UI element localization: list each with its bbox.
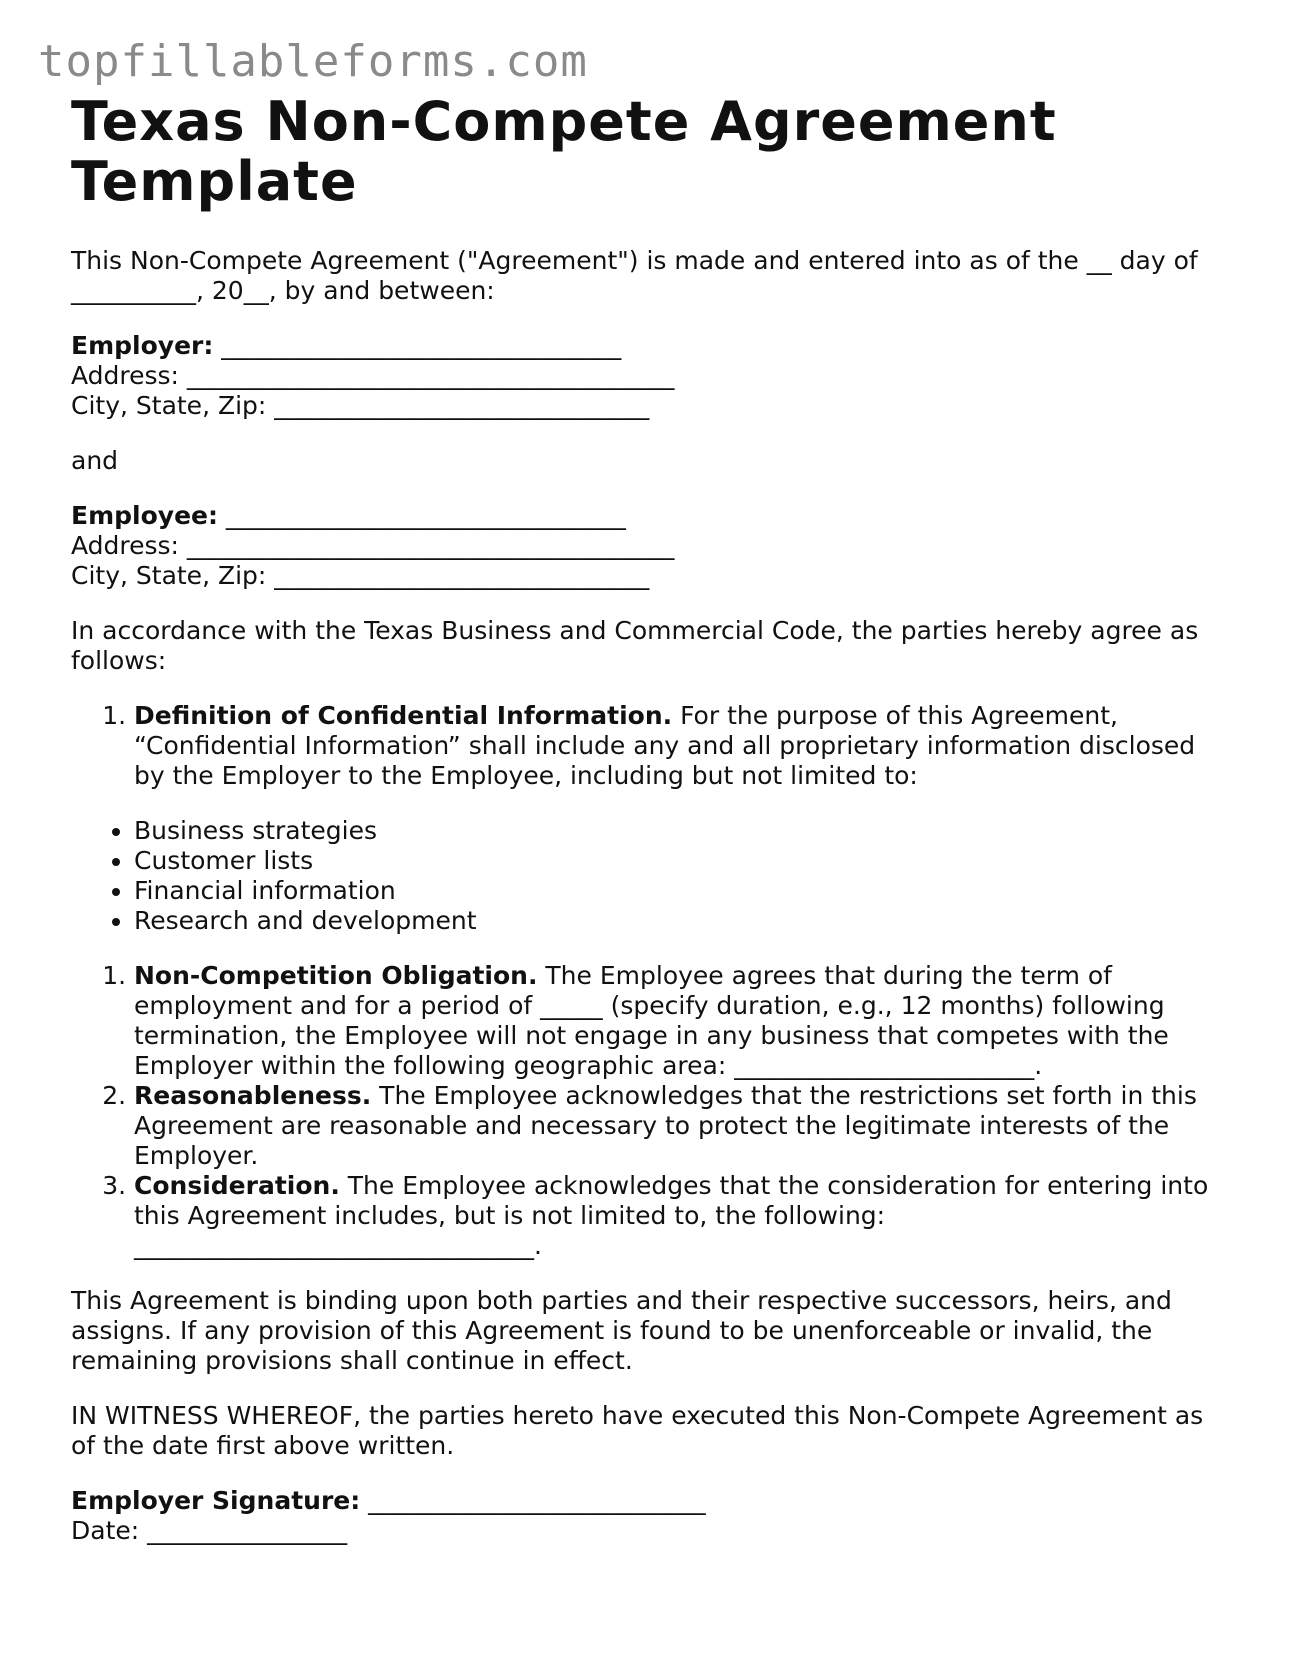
section-list-second [71,961,1231,1261]
intro-paragraph: This Non-Compete Agreement ("Agreement") is made and entered into as of the __ day of __________, 20__, by and between: [71,246,1198,305]
witness-paragraph: IN WITNESS WHEREOF, the parties hereto have executed this Non-Compete Agreement as of the date first above written. [71,1401,1204,1460]
list-item: • Financial information [134,876,1231,906]
signature-label: Employer Signature: [71,1486,361,1515]
confidential-bullet-list [71,816,1231,936]
and-text: and [71,446,119,475]
list-item: • Business strategies [134,816,1231,846]
list-item: • Research and development [134,906,1231,936]
section-text: The Employee agrees that during the term of employment and for a period of _____ (specify duration, e.g., 12 months) following termination, the Employee will not engage in any business that competes with the Employer within the following geographic area: ________________________. [134,961,1169,1080]
employer-block [71,331,1231,421]
section-reasonableness [134,1081,1231,1171]
signature-date-line: Date: ________________ [71,1516,348,1545]
list-item: • Customer lists [134,846,1231,876]
section-title: Reasonableness. [134,1081,372,1110]
section-text: The Employee acknowledges that the consideration for entering into this Agreement includes, but is not limited to, the following: ________________________________. [134,1171,1209,1260]
binding-paragraph: This Agreement is binding upon both parties and their respective successors, heirs, and assigns. If any provision of this Agreement is found to be unenforceable or invalid, the remaining provisions shall continue in effect. [71,1286,1172,1375]
signature-block [71,1486,1231,1546]
employee-block [71,501,1231,591]
employer-name-line [71,331,1231,361]
section-title: Consideration. [134,1171,340,1200]
employee-name-line [71,501,1231,531]
site-watermark: topfillableforms.com [38,36,588,87]
section-text: The Employee acknowledges that the restrictions set forth in this Agreement are reasonable and necessary to protect the legitimate interests of the Employer. [134,1081,1197,1170]
section-confidential-information [134,701,1231,791]
section-list-first [71,701,1231,791]
employer-label: Employer: [71,331,214,360]
signature-blank: ___________________________ [360,1486,706,1515]
employee-label: Employee: [71,501,218,530]
employer-address-line: Address: _______________________________________ [71,361,675,390]
employee-city-line: City, State, Zip: ______________________________ [71,561,650,590]
employer-name-blank: ________________________________ [213,331,622,360]
document-page [71,92,1231,1571]
accordance-paragraph: In accordance with the Texas Business and Commercial Code, the parties hereby agree as follows: [71,616,1199,675]
signature-line [71,1486,1231,1516]
page-title: Texas Non-Compete Agreement Template [71,90,1057,213]
employer-city-line: City, State, Zip: ______________________________ [71,391,650,420]
employee-address-line: Address: _______________________________________ [71,531,675,560]
section-consideration [134,1171,1231,1261]
section-title: Definition of Confidential Information. [134,701,673,730]
section-non-competition [134,961,1231,1081]
section-title: Non-Competition Obligation. [134,961,538,990]
employee-name-blank: ________________________________ [217,501,626,530]
section-text: For the purpose of this Agreement, “Confidential Information” shall include any and all proprietary information disclosed by the Employer to the Employee, including but not limited to: [134,701,1196,790]
